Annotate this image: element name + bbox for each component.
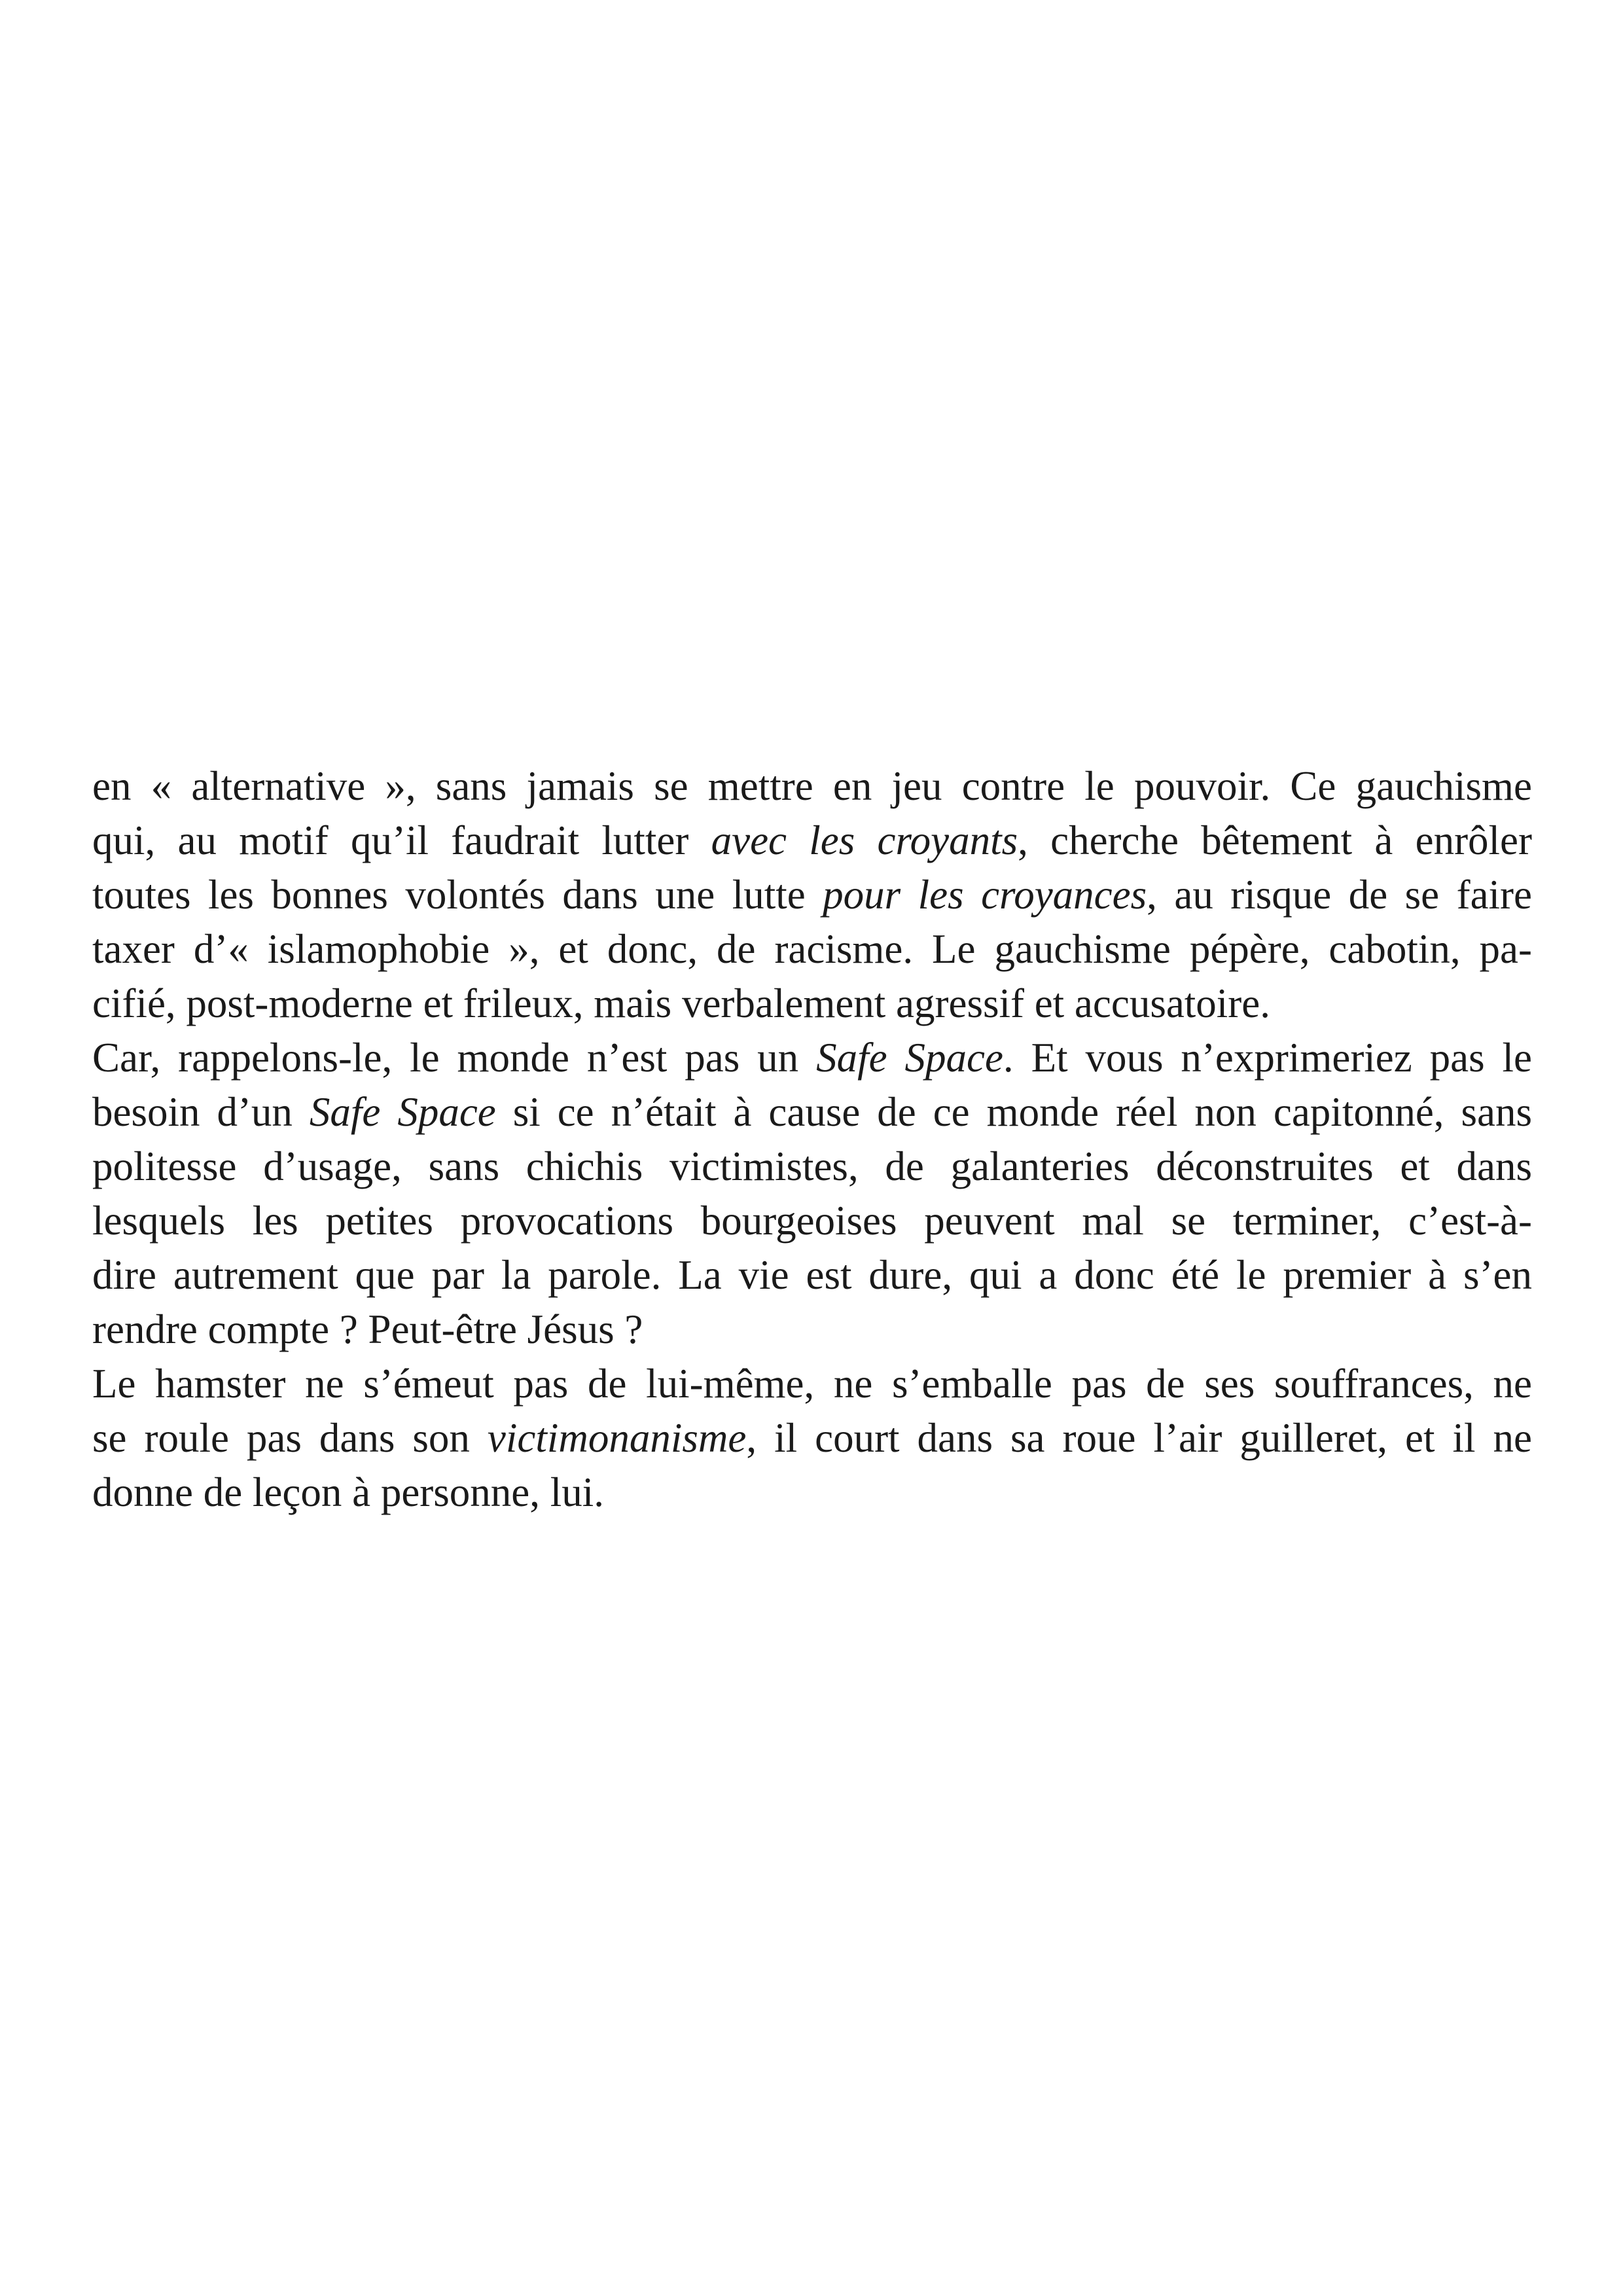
paragraph: [92, 1031, 1532, 1357]
text-line: [92, 977, 1532, 1031]
text-line: [92, 1465, 1532, 1520]
italic-text: Safe Space: [816, 1035, 1003, 1081]
text-run: rendre compte ? Peut-être Jésus ?: [92, 1306, 643, 1352]
text-run: dire autrement que par la parole. La vie est dure, qui a donc été le premier à s’en: [92, 1252, 1532, 1298]
text-run: toutes les bonnes volontés dans une lutte: [92, 872, 823, 918]
text-run: , au risque de se faire: [1147, 872, 1532, 918]
text-line: [92, 868, 1532, 922]
text-run: qui, au motif qu’il faudrait lutter: [92, 817, 711, 863]
text-run: besoin d’un: [92, 1089, 310, 1135]
text-line: [92, 1194, 1532, 1248]
text-line: [92, 1357, 1532, 1411]
italic-text: victimonanisme: [487, 1415, 747, 1461]
text-line: [92, 1085, 1532, 1139]
text-run: , il court dans sa roue l’air guilleret, et il ne: [746, 1415, 1532, 1461]
text-run: Car, rappelons-le, le monde n’est pas un: [92, 1035, 817, 1081]
text-run: Le hamster ne s’émeut pas de lui-même, ne s’emballe pas de ses souffrances, ne: [92, 1361, 1532, 1407]
italic-text: avec les croyants: [711, 817, 1018, 863]
text-line: [92, 922, 1532, 977]
text-line: [92, 1411, 1532, 1465]
text-run: cifié, post-moderne et frileux, mais verbalement agressif et accusatoire.: [92, 980, 1270, 1026]
paragraph: [92, 1357, 1532, 1520]
text-run: si ce n’était à cause de ce monde réel non capitonné, sans: [495, 1089, 1532, 1135]
text-line: [92, 814, 1532, 868]
text-line: [92, 1031, 1532, 1085]
italic-text: Safe Space: [309, 1089, 496, 1135]
text-line: [92, 1302, 1532, 1357]
text-run: politesse d’usage, sans chichis victimistes, de galanteries déconstruites et dans: [92, 1143, 1532, 1189]
text-run: taxer d’« islamophobie », et donc, de racisme. Le gauchisme pépère, cabotin, pa-: [92, 926, 1532, 972]
text-run: se roule pas dans son: [92, 1415, 488, 1461]
text-line: [92, 1248, 1532, 1302]
text-line: [92, 759, 1532, 814]
italic-text: pour les croyances: [823, 872, 1147, 918]
paragraph: [92, 759, 1532, 1031]
text-run: en « alternative », sans jamais se mettre en jeu contre le pouvoir. Ce gauchisme: [92, 763, 1532, 809]
text-run: . Et vous n’exprimeriez pas le: [1003, 1035, 1533, 1081]
body-text: [92, 759, 1532, 1520]
text-run: lesquels les petites provocations bourgeoises peuvent mal se terminer, c’est-à-: [92, 1198, 1532, 1244]
text-run: , cherche bêtement à enrôler: [1018, 817, 1532, 863]
text-line: [92, 1139, 1532, 1194]
text-run: donne de leçon à personne, lui.: [92, 1469, 604, 1515]
